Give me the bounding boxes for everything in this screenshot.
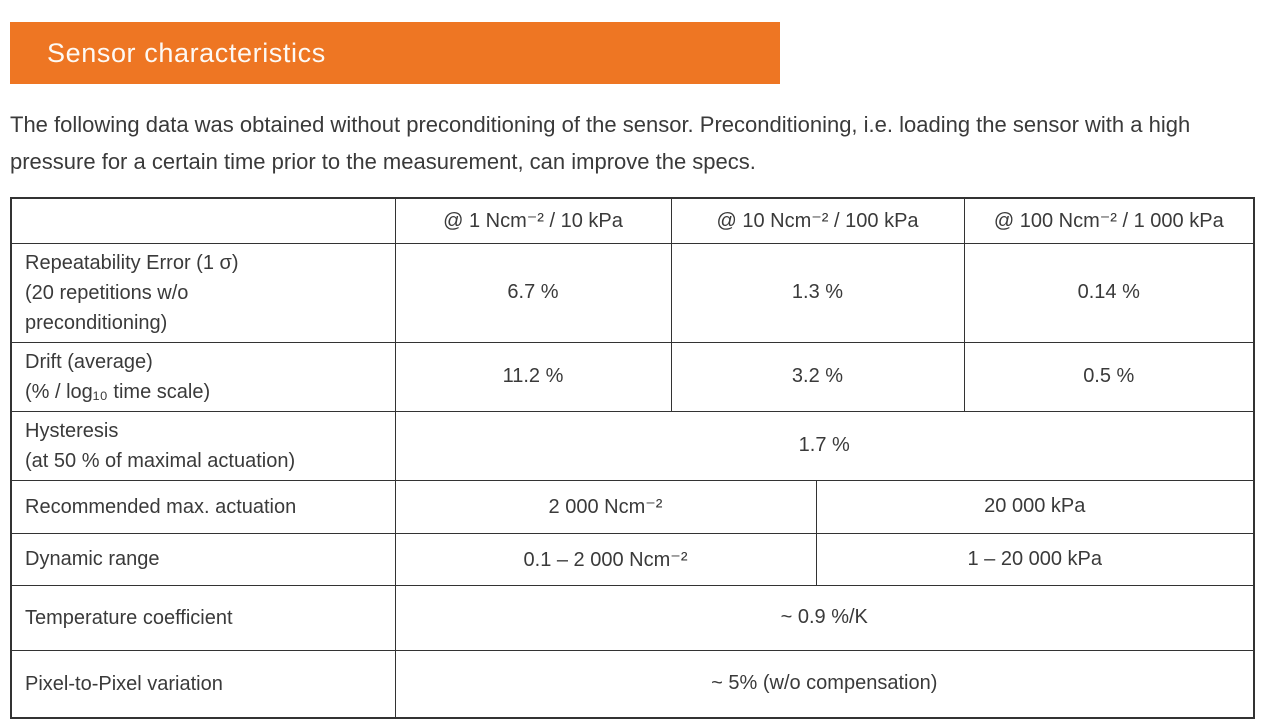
cell-value: ~ 0.9 %/K xyxy=(395,585,1254,650)
row-label-line: preconditioning) xyxy=(25,311,168,334)
row-label-line: Repeatability Error (1 σ) xyxy=(25,251,239,274)
header-empty-cell xyxy=(11,198,395,243)
row-label xyxy=(11,650,395,718)
section-title-bar xyxy=(10,22,780,84)
row-label-line: (at 50 % of maximal actuation) xyxy=(25,449,296,472)
cell-value: 1.7 % xyxy=(395,411,1254,480)
cell-value: 6.7 % xyxy=(395,243,671,342)
row-label xyxy=(11,243,395,342)
table-row-pixel-variation xyxy=(11,650,1254,718)
table-row-drift xyxy=(11,342,1254,411)
cell-value: 20 000 kPa xyxy=(816,480,1254,533)
table-row-recommended-max-actuation xyxy=(11,480,1254,533)
row-label-line: Recommended max. actuation xyxy=(25,495,297,518)
table-row-hysteresis xyxy=(11,411,1254,480)
table-header-row xyxy=(11,198,1254,243)
row-label xyxy=(11,480,395,533)
row-label-line: (% / log₁₀ time scale) xyxy=(25,380,211,403)
cell-value: ~ 5% (w/o compensation) xyxy=(395,650,1254,718)
row-label-line: (20 repetitions w/o xyxy=(25,281,189,304)
cell-value: 0.5 % xyxy=(964,342,1254,411)
table-row-temperature-coefficient xyxy=(11,585,1254,650)
cell-value: 11.2 % xyxy=(395,342,671,411)
row-label-line: Drift (average) xyxy=(25,350,153,373)
row-label-line: Pixel-to-Pixel variation xyxy=(25,672,223,695)
cell-value: 2 000 Ncm⁻² xyxy=(395,480,816,533)
row-label-line: Temperature coefficient xyxy=(25,606,233,629)
intro-paragraph: The following data was obtained without preconditioning of the sensor. Preconditioning, i.e. loading the sensor with a high pressure for a certain time prior to the measurement, can improve the specs. xyxy=(10,112,1191,174)
row-label-line: Dynamic range xyxy=(25,548,160,570)
header-col-100ncm: @ 100 Ncm⁻² / 1 000 kPa xyxy=(964,198,1254,243)
table-row-repeatability xyxy=(11,243,1254,342)
cell-value: 1 – 20 000 kPa xyxy=(816,533,1254,585)
row-label xyxy=(11,411,395,480)
cell-value: 3.2 % xyxy=(671,342,964,411)
page-title: Sensor characteristics xyxy=(47,37,326,68)
header-col-1ncm: @ 1 Ncm⁻² / 10 kPa xyxy=(395,198,671,243)
row-label xyxy=(11,342,395,411)
header-col-10ncm: @ 10 Ncm⁻² / 100 kPa xyxy=(671,198,964,243)
cell-value: 1.3 % xyxy=(671,243,964,342)
sensor-characteristics-table xyxy=(10,197,1255,719)
table-row-dynamic-range xyxy=(11,533,1254,585)
cell-value: 0.14 % xyxy=(964,243,1254,342)
row-label xyxy=(11,533,395,585)
row-label xyxy=(11,585,395,650)
row-label-line: Hysteresis xyxy=(25,419,119,442)
cell-value: 0.1 – 2 000 Ncm⁻² xyxy=(395,533,816,585)
